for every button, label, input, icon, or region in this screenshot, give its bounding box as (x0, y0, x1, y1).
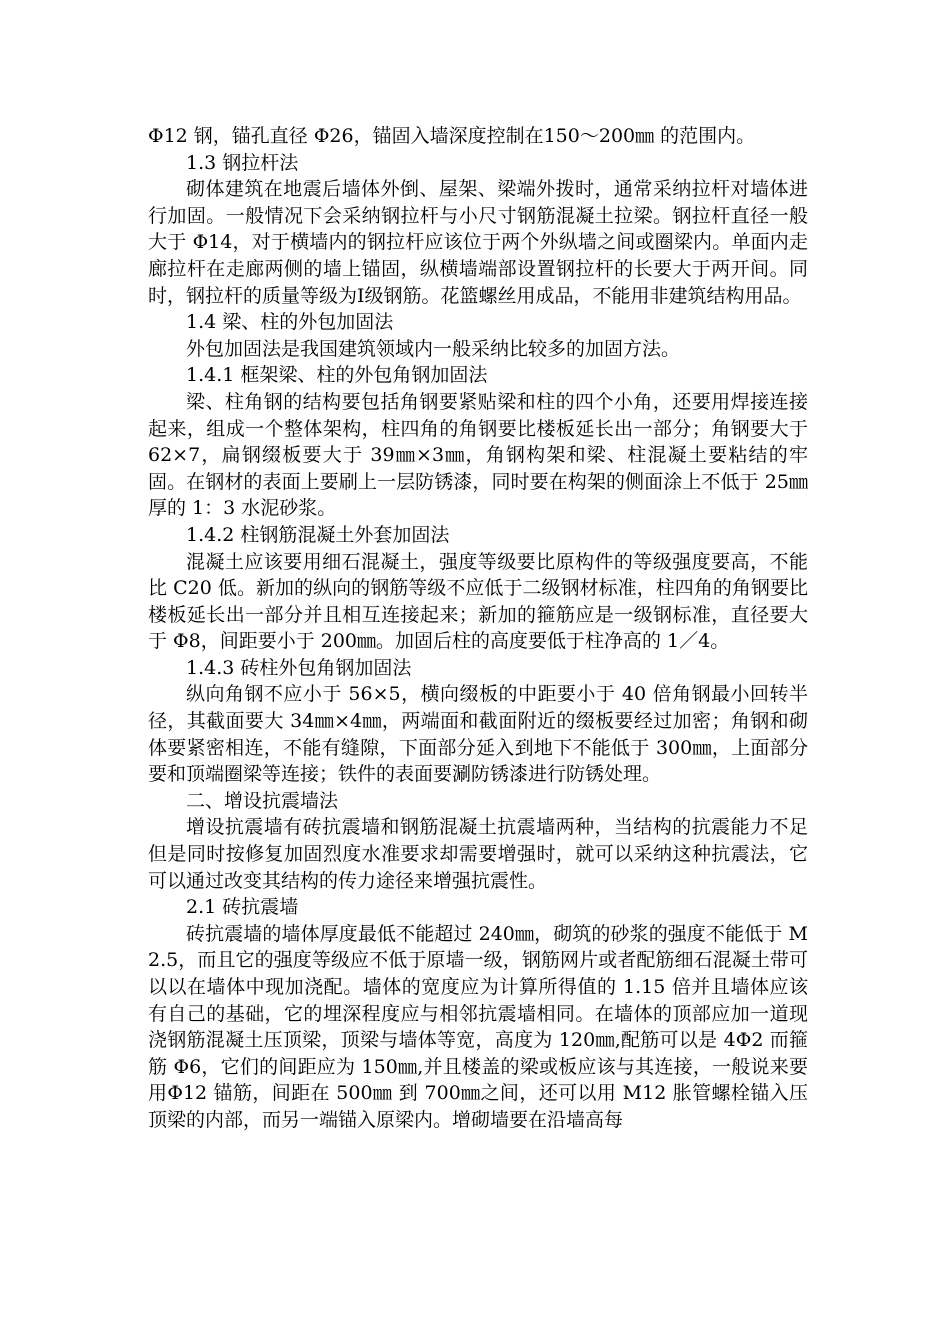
paragraph-continued: Φ12 钢，锚孔直径 Φ26，锚固入墙深度控制在150～200㎜ 的范围内。 (148, 125, 756, 147)
section-heading-1-4-2: 1.4.2 柱钢筋混凝土外套加固法 (186, 523, 450, 546)
paragraph-seismic-wall: 增设抗震墙有砖抗震墙和钢筋混凝土抗震墙两种，当结构的抗震能力不足但是同时按修复加固烈度水准要求却需要增强时，就可以采纳这种抗震法，它可以通过改变其结构的传力途径来增强抗震性。 (148, 816, 808, 892)
paragraph-concrete-jacket: 混凝土应该要用细石混凝土，强度等级要比原构件的等级强度要高，不能比 C20 低。新加的纵向的钢筋等级不应低于二级钢材标准，柱四角的角钢要比楼板延长出一部分并且相互连接起来；新加的箍筋应是一级钢标准，直径要大于 Φ8，间距要小于 200㎜。加固后柱的高度要低于柱净高的 1／4。 (148, 550, 808, 653)
paragraph-brick-column: 纵向角钢不应小于 56×5，横向缀板的中距要小于 40 倍角钢最小回转半径，其截面要大 34㎜×4㎜，两端面和截面附近的缀板要经过加密；角钢和砌体要紧密相连，不能有缝隙，下面部分延入到地下不能低于 300㎜，上面部分要和顶端圈梁等连接；铁件的表面要涮防锈漆进行防锈处理。 (148, 683, 808, 786)
section-heading-1-4-1: 1.4.1 框架梁、柱的外包角钢加固法 (186, 364, 488, 387)
section-heading-1-3: 1.3 钢拉杆法 (186, 151, 299, 174)
paragraph-steel-tie-rod: 砌体建筑在地震后墙体外倒、屋架、梁端外拨时，通常采纳拉杆对墙体进行加固。一般情况下会采纳钢拉杆与小尺寸钢筋混凝土拉梁。钢拉杆直径一般大于 Φ14，对于横墙内的钢拉杆应该位于两个外纵墙之间或圈梁内。单面内走廊拉杆在走廊两侧的墙上锚固，纵横墙端部设置钢拉杆的长要大于两开间。同时，钢拉杆的质量等级为Ⅰ级钢筋。花篮螺丝用成品，不能用非建筑结构用品。 (148, 178, 808, 307)
section-heading-1-4-3: 1.4.3 砖柱外包角钢加固法 (186, 656, 412, 679)
paragraph-brick-seismic-wall: 砖抗震墙的墙体厚度最低不能超过 240㎜，砌筑的砂浆的强度不能低于 M2.5，而且它的强度等级应不低于原墙一级，钢筋网片或者配筋细石混凝土带可以以在墙体中现加浇配。墙体的宽度应为计算所得值的 1.15 倍并且墙体应该有自己的基础，它的埋深程度应与相邻抗震墙相同。在墙体的顶部应加一道现浇钢筋混凝土压顶梁，顶梁与墙体等宽，高度为 120㎜,配筋可以是 4Φ2 而箍筋 Φ6，它们的间距应为 150㎜,并且楼盖的梁或板应该与其连接，一般说来要用Φ12 锚筋，间距在 500㎜ 到 700㎜之间，还可以用 M12 胀管螺栓锚入压顶梁的内部，而另一端锚入原梁内。增砌墙要在沿墙高每 (148, 922, 808, 1131)
paragraph-external-wrapping: 外包加固法是我国建筑领域内一般采纳比较多的加固方法。 (186, 337, 681, 360)
document-body (148, 123, 808, 1134)
section-heading-1-4: 1.4 梁、柱的外包加固法 (186, 311, 394, 334)
section-heading-2: 二、增设抗震墙法 (186, 789, 339, 812)
section-heading-2-1: 2.1 砖抗震墙 (186, 896, 299, 919)
paragraph-angle-steel: 梁、柱角钢的结构要包括角钢要紧贴梁和柱的四个小角，还要用焊接连接起来，组成一个整体架构，柱四角的角钢要比楼板延长出一部分；角钢要大于 62×7，扁钢缀板要大于 39㎜×3㎜，角钢构架和梁、柱混凝土要粘结的牢固。在钢材的表面上要刷上一层防锈漆，同时要在构架的侧面涂上不低于 25㎜ 厚的 1：3 水泥砂浆。 (148, 390, 808, 520)
